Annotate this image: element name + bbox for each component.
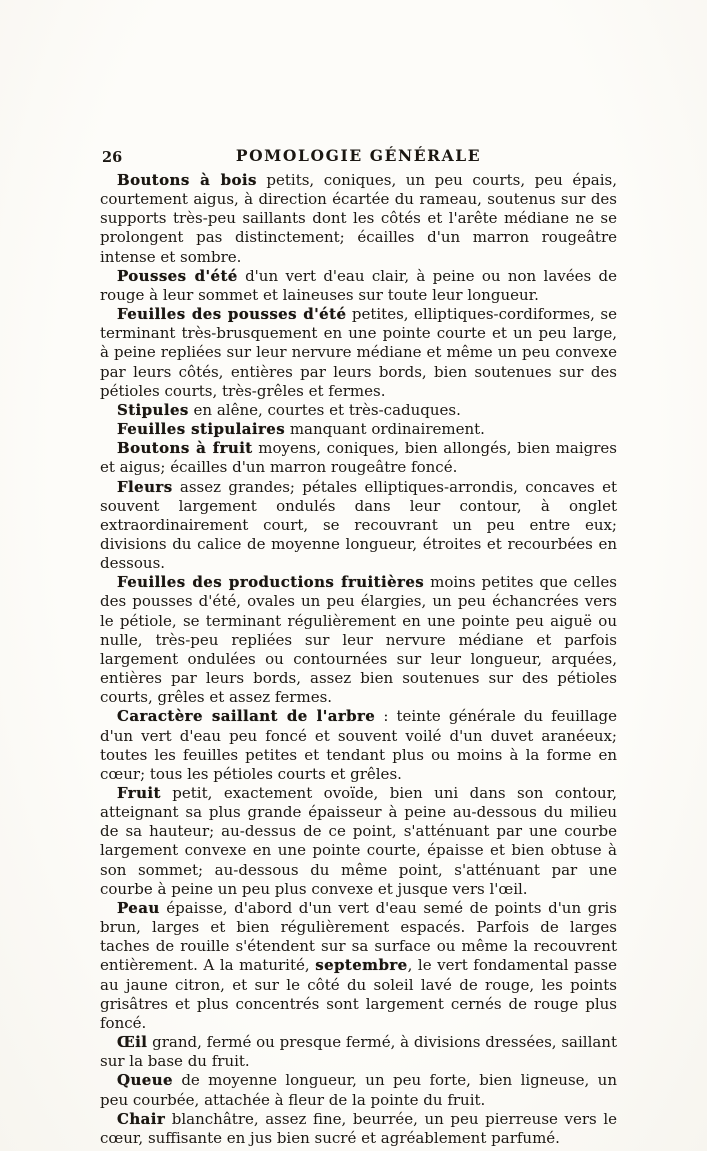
paragraph-chair — [100, 1110, 617, 1148]
paragraph-text: d'un vert d'eau clair, à peine ou non lavées de rouge à leur sommet et laineuses sur toute leur longueur. — [100, 266, 617, 304]
paragraph-oeil — [100, 1033, 617, 1071]
paragraph-bold-septembre: septembre — [315, 956, 408, 975]
paragraph-boutons-a-fruit — [100, 439, 617, 477]
paragraph-pousses-d-ete — [100, 267, 617, 305]
paragraph-lead: Queue — [117, 1071, 173, 1090]
paragraph-lead: Fleurs — [117, 477, 173, 496]
paragraph-text: , le vert fondamental passe au jaune citron, et sur le côté du soleil lavé de rouge, les points grisâtres et plus concentrés sont largement cernés de rouge plus foncé. — [100, 956, 617, 1032]
paragraph-caractere-saillant — [100, 707, 617, 784]
text-block — [100, 171, 617, 1148]
page-header — [100, 146, 617, 168]
paragraph-lead: Feuilles des pousses d'été — [117, 305, 347, 324]
paragraph-text: blanchâtre, assez fine, beurrée, un peu pierreuse vers le cœur, suffisante en jus bien sucré et agréablement parfumé. — [100, 1109, 617, 1147]
paragraph-lead: Boutons à fruit — [117, 439, 253, 458]
paragraph-text: moins petites que celles des pousses d'été, ovales un peu élargies, un peu échancrées vers le pétiole, se terminant régulièrement en une pointe peu aiguë ou nulle, très-peu repliées sur leur nervure médiane et parfois largement ondulées ou contournées sur leur longueur, arquées, entières par leurs bords, assez bien soutenues sur des pétioles courts, grêles et assez fermes. — [100, 573, 617, 707]
paragraph-stipules — [100, 401, 617, 420]
running-title: POMOLOGIE GÉNÉRALE — [235, 146, 482, 165]
paragraph-fleurs — [100, 478, 617, 574]
paragraph-feuilles-des-pousses — [100, 305, 617, 401]
paragraph-text: en alêne, courtes et très-caduques. — [188, 400, 461, 419]
paragraph-text: petites, elliptiques-cordiformes, se terminant très-brusquement en une pointe courte et un peu large, à peine repliées sur leur nervure médiane et même un peu convexe par leurs côtés, entières par leurs bords, bien soutenues sur des pétioles courts, très-grêles et fermes. — [100, 305, 618, 400]
paragraph-text: manquant ordinairement. — [285, 420, 485, 439]
paragraph-feuilles-productions-fruitieres — [100, 573, 617, 707]
paragraph-text: : teinte générale du feuillage d'un vert d'eau peu foncé et souvent voilé d'un duvet aranéeux; toutes les feuilles petites et tendant plus ou moins à la forme en cœur; tous les pétioles courts et grêles. — [100, 707, 617, 783]
page-number: 26 — [102, 149, 123, 166]
paragraph-text: assez grandes; pétales elliptiques-arrondis, concaves et souvent largement ondulés dans leur contour, à onglet extraordinairement court, se recouvrant un peu entre eux; divisions du calice de moyenne longueur, étroites et recourbées en dessous. — [100, 477, 617, 573]
paragraph-text: petits, coniques, un peu courts, peu épais, courtement aigus, à direction écartée du rameau, soutenus sur des supports très-peu saillants dont les côtés et l'arête médiane ne se prolongent pas distinctement; écailles d'un marron rougeâtre intense et sombre. — [100, 171, 617, 266]
paragraph-lead: Pousses d'été — [117, 266, 238, 285]
paragraph-lead: Peau — [117, 898, 160, 917]
paragraph-peau — [100, 899, 617, 1033]
paragraph-text: de moyenne longueur, un peu forte, bien ligneuse, un peu courbée, attachée à fleur de la pointe du fruit. — [100, 1071, 617, 1109]
paragraph-lead: Fruit — [117, 784, 161, 802]
paragraph-queue — [100, 1071, 617, 1109]
paragraph-lead: Feuilles stipulaires — [117, 420, 286, 439]
paragraph-text: petit, exactement ovoïde, bien uni dans son contour, atteignant sa plus grande épaisseur à peine au-dessous du milieu de sa hauteur; au-dessus de ce point, s'atténuant par une courbe largement convexe en une pointe courte, épaisse et bien obtuse à son sommet; au-dessous du même point, s'atténuant par une courbe à peine un peu plus convexe et jusque vers l'œil. — [100, 784, 617, 898]
paragraph-fruit — [100, 784, 617, 899]
paragraph-feuilles-stipulaires — [100, 420, 617, 439]
paragraph-lead: Œil — [117, 1033, 148, 1052]
paragraph-text: épaisse, d'abord d'un vert d'eau semé de points d'un gris brun, larges et bien régulièrement espacés. Parfois de larges taches de rouille s'étendent sur sa surface ou même la recouvrent entièrement. A la maturité, — [100, 898, 617, 975]
paragraph-text: moyens, coniques, bien allongés, bien maigres et aigus; écailles d'un marron rougeâtre foncé. — [100, 439, 617, 477]
paragraph-lead: Chair — [117, 1109, 166, 1128]
paragraph-text: grand, fermé ou presque fermé, à divisions dressées, saillant sur la base du fruit. — [100, 1033, 617, 1071]
paragraph-boutons-a-bois — [100, 171, 617, 267]
paragraph-lead: Feuilles des productions fruitières — [117, 573, 425, 592]
paragraph-lead: Caractère saillant de l'arbre — [117, 707, 376, 726]
paragraph-lead: Stipules — [117, 400, 189, 419]
paragraph-lead: Boutons à bois — [117, 171, 257, 189]
